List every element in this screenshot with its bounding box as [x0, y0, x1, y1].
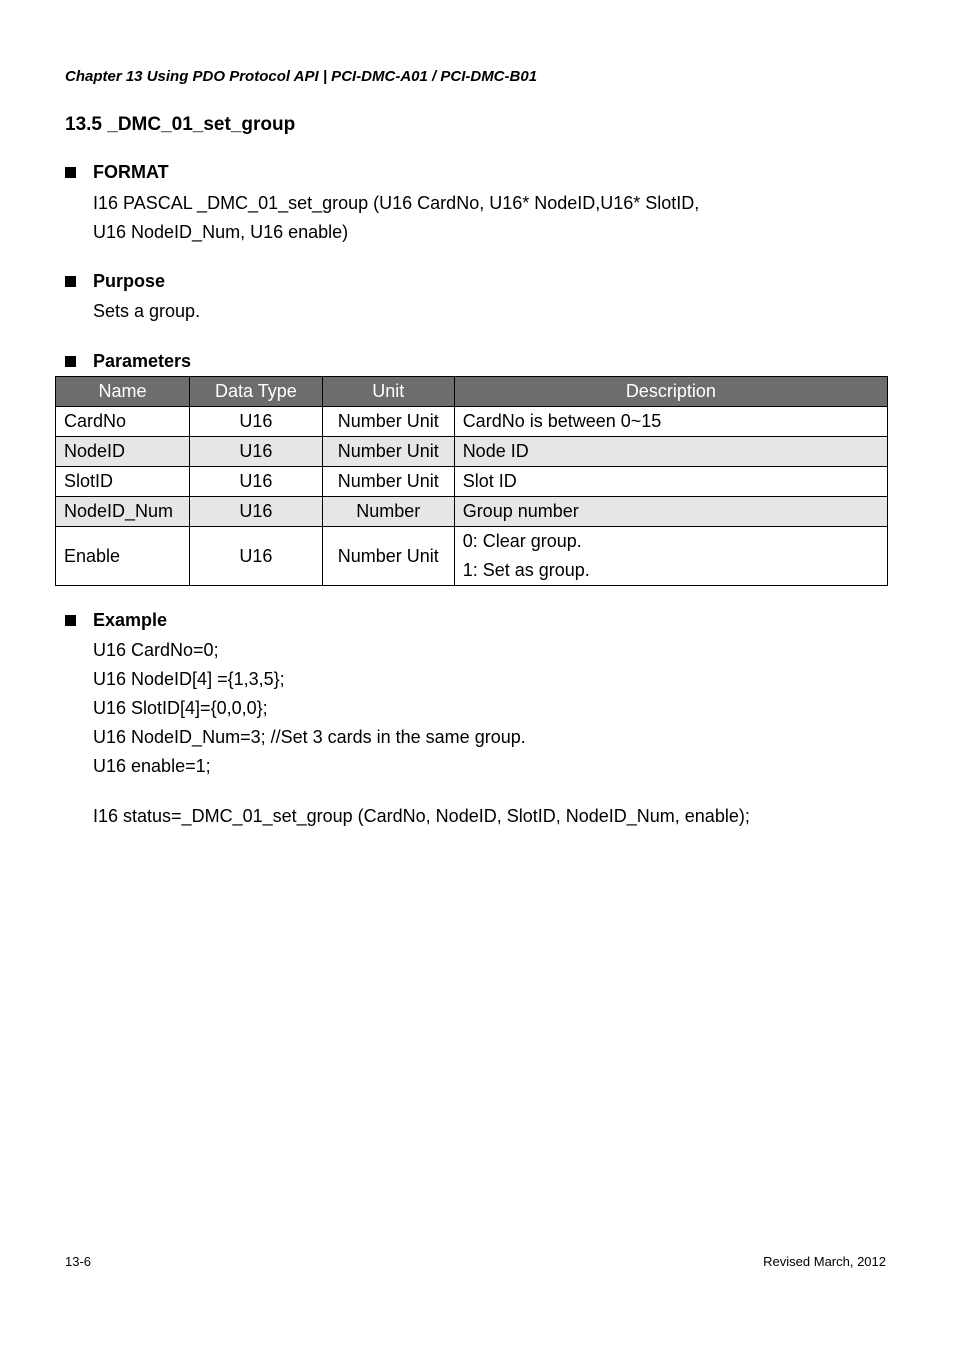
cell-description: Slot ID [454, 467, 887, 497]
description-line: 0: Clear group. [462, 531, 582, 551]
example-code [93, 636, 526, 781]
cell-name: SlotID [56, 467, 190, 497]
cell-description: Group number [454, 497, 887, 527]
format-signature [93, 189, 699, 247]
format-line: U16 NodeID_Num, U16 enable) [93, 222, 349, 242]
table-row [56, 407, 888, 437]
page-header: Chapter 13 Using PDO Protocol API | PCI-DMC-A01 / PCI-DMC-B01 [65, 68, 538, 85]
page-number: 13-6 [65, 1254, 92, 1269]
table-header-row [56, 377, 888, 407]
column-header-unit: Unit [322, 377, 454, 407]
example-heading-label: Example [93, 610, 168, 630]
cell-description [454, 527, 887, 586]
description-line: 1: Set as group. [462, 560, 590, 580]
cell-unit: Number Unit [322, 527, 454, 586]
section-title: 13.5 _DMC_01_set_group [65, 114, 296, 135]
purpose-line: Sets a group. [93, 301, 201, 321]
example-call [93, 802, 750, 831]
cell-description: CardNo is between 0~15 [454, 407, 887, 437]
table-row [56, 437, 888, 467]
cell-name: CardNo [56, 407, 190, 437]
table-row [56, 467, 888, 497]
column-header-data-type: Data Type [189, 377, 322, 407]
example-heading [65, 610, 167, 631]
purpose-text [93, 297, 200, 326]
cell-name: NodeID_Num [56, 497, 190, 527]
bullet-square-icon [65, 276, 76, 287]
cell-unit: Number Unit [322, 407, 454, 437]
revision-date: Revised March, 2012 [763, 1254, 886, 1269]
column-header-name: Name [56, 377, 190, 407]
table-row [56, 497, 888, 527]
cell-description: Node ID [454, 437, 887, 467]
purpose-heading [65, 271, 165, 292]
parameters-heading-label: Parameters [93, 351, 192, 371]
cell-unit: Number Unit [322, 467, 454, 497]
cell-data-type: U16 [189, 497, 322, 527]
format-heading-label: FORMAT [93, 162, 169, 182]
format-line: I16 PASCAL _DMC_01_set_group (U16 CardNo, U16* NodeID,U16* SlotID, [93, 193, 700, 213]
cell-unit: Number [322, 497, 454, 527]
bullet-square-icon [65, 167, 76, 178]
cell-name: Enable [56, 527, 190, 586]
format-heading [65, 162, 169, 183]
bullet-square-icon [65, 615, 76, 626]
column-header-description: Description [454, 377, 887, 407]
cell-name: NodeID [56, 437, 190, 467]
bullet-square-icon [65, 356, 76, 367]
cell-data-type: U16 [189, 407, 322, 437]
table-row [56, 527, 888, 586]
example-line: U16 enable=1; [93, 756, 211, 776]
parameters-heading [65, 351, 191, 372]
cell-data-type: U16 [189, 527, 322, 586]
cell-data-type: U16 [189, 467, 322, 497]
example-line: U16 SlotID[4]={0,0,0}; [93, 698, 268, 718]
cell-data-type: U16 [189, 437, 322, 467]
example-line: U16 NodeID[4] ={1,3,5}; [93, 669, 285, 689]
purpose-heading-label: Purpose [93, 271, 166, 291]
example-line: U16 CardNo=0; [93, 640, 219, 660]
example-line: U16 NodeID_Num=3; //Set 3 cards in the same group. [93, 727, 526, 747]
cell-unit: Number Unit [322, 437, 454, 467]
parameters-table [55, 376, 888, 586]
example-call-line: I16 status=_DMC_01_set_group (CardNo, NodeID, SlotID, NodeID_Num, enable); [93, 806, 750, 826]
